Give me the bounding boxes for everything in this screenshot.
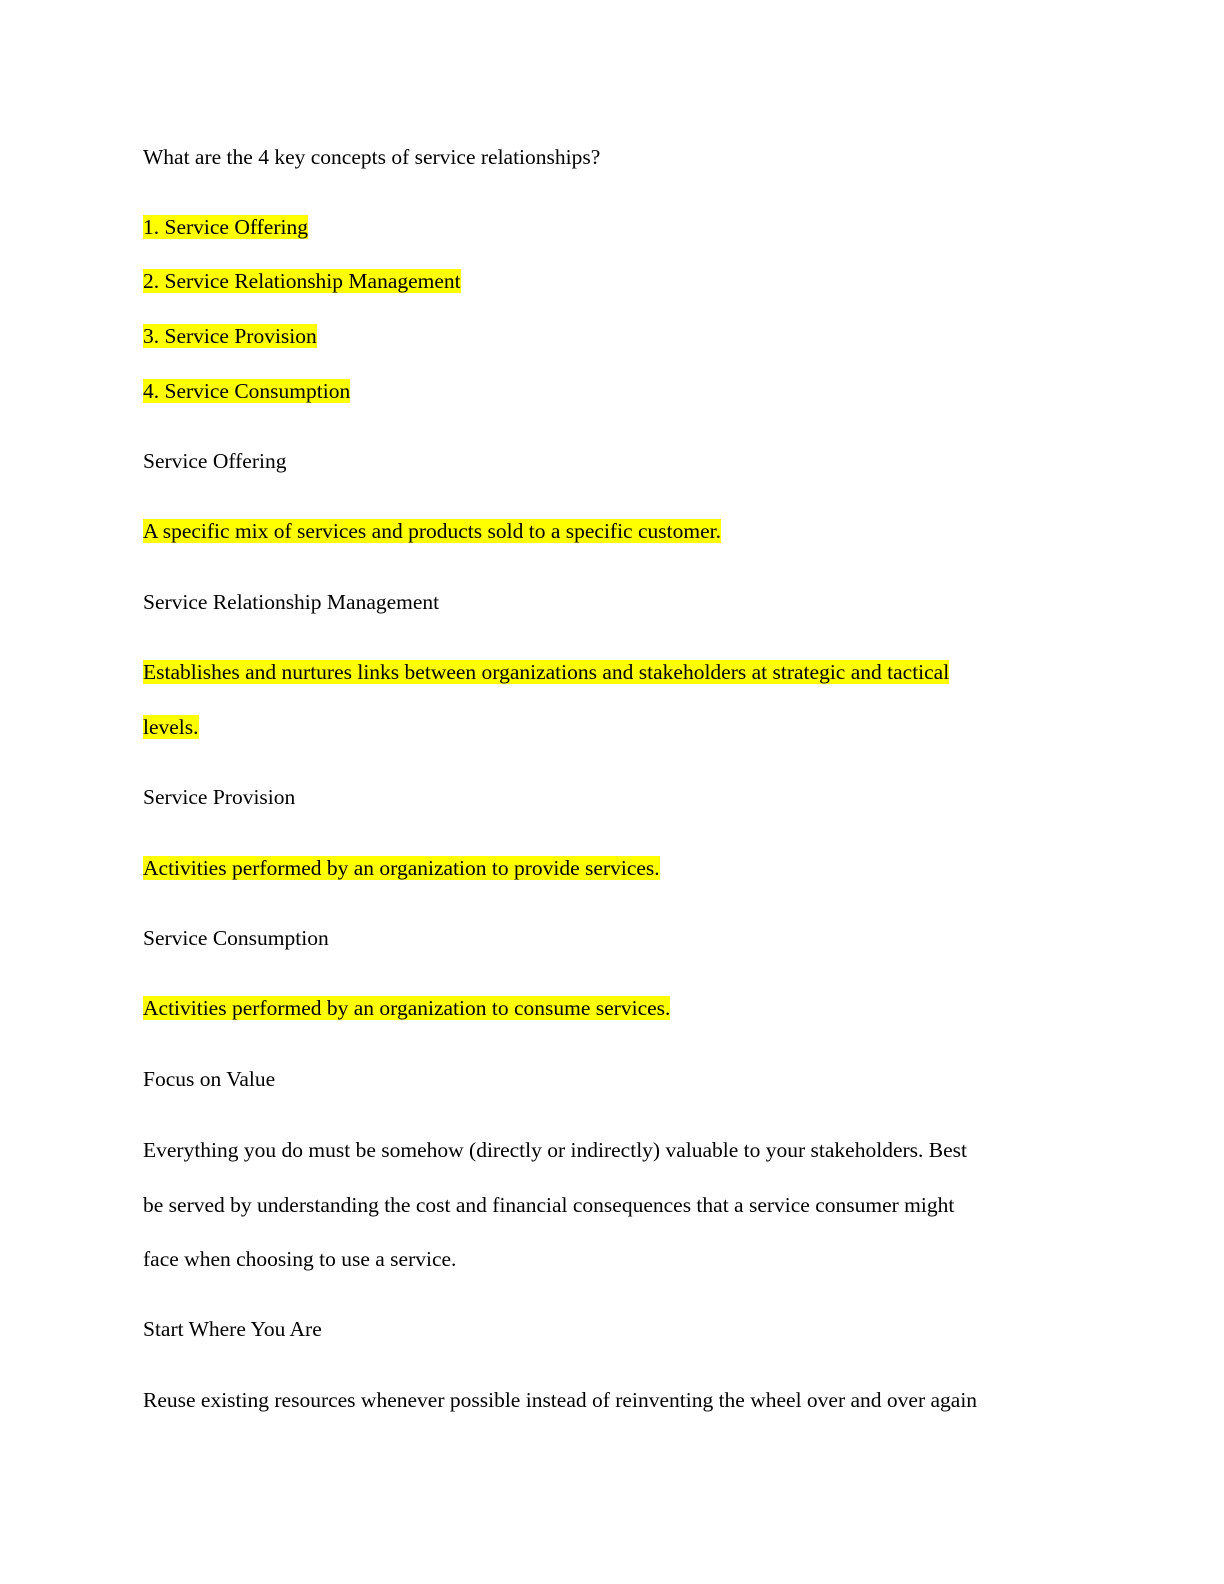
section-body-text: Reuse existing resources whenever possible instead of reinventing the wheel over and over again — [143, 1388, 978, 1412]
section-body-service-consumption — [143, 995, 670, 1022]
section-body-start-where-you-are — [143, 1387, 977, 1414]
section-heading-text: Service Provision — [143, 785, 296, 809]
section-heading-service-relationship-management — [143, 589, 439, 616]
key-concept-1-text: 1. Service Offering — [143, 215, 308, 239]
section-body-service-provision — [143, 855, 660, 882]
section-heading-text: Focus on Value — [143, 1067, 276, 1091]
section-body-service-relationship-management-line-1 — [143, 659, 949, 686]
section-heading-focus-on-value — [143, 1066, 275, 1093]
section-body-text: A specific mix of services and products sold to a specific customer. — [143, 519, 721, 543]
section-heading-service-offering — [143, 448, 286, 475]
key-concept-4 — [143, 378, 350, 405]
question-text — [143, 144, 600, 171]
section-body-text: face when choosing to use a service. — [143, 1247, 457, 1271]
section-heading-service-consumption — [143, 925, 329, 952]
section-body-text: be served by understanding the cost and financial consequences that a service consumer might — [143, 1193, 955, 1217]
section-body-text: levels. — [143, 715, 199, 739]
key-concept-3 — [143, 323, 317, 350]
key-concept-1 — [143, 214, 308, 241]
question-text-span: What are the 4 key concepts of service relationships? — [143, 145, 601, 169]
section-heading-text: Start Where You Are — [143, 1317, 322, 1341]
key-concept-2-text: 2. Service Relationship Management — [143, 269, 461, 293]
section-heading-text: Service Relationship Management — [143, 590, 440, 614]
section-body-focus-on-value-line-2 — [143, 1192, 954, 1219]
section-body-text: Activities performed by an organization to provide services. — [143, 856, 660, 880]
section-body-service-offering — [143, 518, 721, 545]
section-body-text: Everything you do must be somehow (directly or indirectly) valuable to your stakeholders. Best — [143, 1138, 967, 1162]
key-concept-2 — [143, 268, 461, 295]
key-concept-4-text: 4. Service Consumption — [143, 379, 351, 403]
section-body-focus-on-value-line-1 — [143, 1137, 967, 1164]
section-heading-service-provision — [143, 784, 295, 811]
section-body-focus-on-value-line-3 — [143, 1246, 456, 1273]
section-body-text: Activities performed by an organization to consume services. — [143, 996, 671, 1020]
section-body-service-relationship-management-line-2 — [143, 714, 199, 741]
section-heading-text: Service Consumption — [143, 926, 329, 950]
section-body-text: Establishes and nurtures links between organizations and stakeholders at strategic and tactical — [143, 660, 950, 684]
key-concept-3-text: 3. Service Provision — [143, 324, 317, 348]
section-heading-start-where-you-are — [143, 1316, 322, 1343]
section-heading-text: Service Offering — [143, 449, 287, 473]
